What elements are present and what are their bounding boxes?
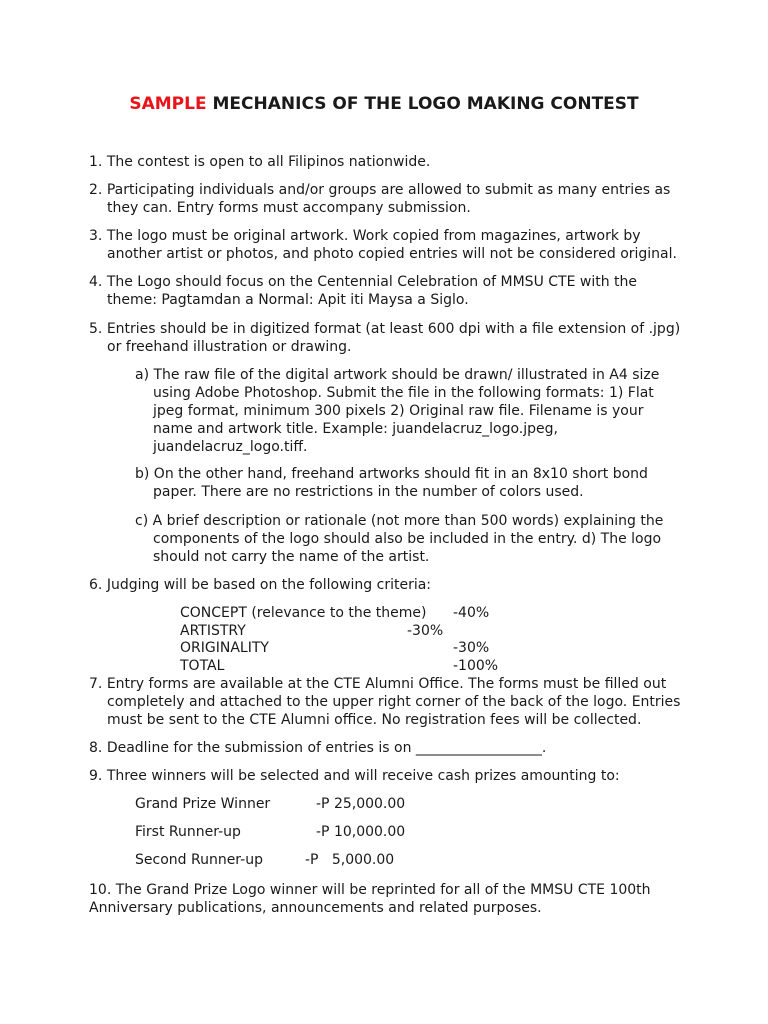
deadline-text: Deadline for the submission of entries is on __________________. [106,740,547,756]
sub-item-text: should not carry the name of the artist. [153,549,430,565]
list-item-8 [89,739,689,757]
sub-item-text: a) The raw file of the digital artwork should be drawn/ illustrated in A4 size [135,367,660,383]
item-number: 8. [89,740,107,756]
item-text: The logo must be original artwork. Work copied from magazines, artwork by [106,228,641,244]
item-text: Three winners will be selected and will receive cash prizes amounting to: [106,768,620,784]
list-item-3 [89,227,689,263]
list-item-6 [89,576,689,594]
criteria-label: TOTAL [180,658,225,674]
item-text-continued: or freehand illustration or drawing. [107,339,352,355]
list-item-2 [89,181,689,217]
item-number: 4. [89,274,107,290]
criteria-value: -100% [453,658,499,674]
item-number: 5. [89,321,107,337]
item-text-continued: Anniversary publications, announcements and related purposes. [89,900,542,916]
prize-label: Second Runner-up [135,852,263,868]
list-item-7 [89,675,709,729]
sub-item-text: paper. There are no restrictions in the number of colors used. [153,484,584,500]
prize-value: -P 10,000.00 [316,824,406,840]
item-text-continued: they can. Entry forms must accompany submission. [107,200,471,216]
item-text: The contest is open to all Filipinos nationwide. [106,154,431,170]
item-text-continued: theme: Pagtamdan a Normal: Apit iti Maysa a Siglo. [107,292,469,308]
sub-item-text: juandelacruz_logo.tiff. [153,439,308,455]
item-text: 10. The Grand Prize Logo winner will be reprinted for all of the MMSU CTE 100th [89,882,651,898]
item-number: 1. [89,154,107,170]
sub-item-text: name and artwork title. Example: juandelacruz_logo.jpeg, [153,421,558,437]
criteria-value: -40% [453,605,490,621]
list-item-9 [89,767,689,785]
sub-item-text: using Adobe Photoshop. Submit the file in the following formats: 1) Flat [153,385,654,401]
sub-item-text: jpeg format, minimum 300 pixels 2) Original raw file. Filename is your [153,403,644,419]
prize-label: First Runner-up [135,824,241,840]
title-text: MECHANICS OF THE LOGO MAKING CONTEST [206,94,639,114]
list-item-10 [89,881,689,917]
item-number: 7. [89,676,107,692]
list-item-5 [89,320,689,356]
prize-value: -P 5,000.00 [305,852,395,868]
criteria-label: CONCEPT (relevance to the theme) [180,605,427,621]
item-text: Judging will be based on the following criteria: [106,577,432,593]
page-title [0,93,768,115]
item-text: Participating individuals and/or groups are allowed to submit as many entries as [106,182,671,198]
prize-label: Grand Prize Winner [135,796,271,812]
criteria-value: -30% [407,623,444,639]
prize-value: -P 25,000.00 [316,796,406,812]
item-text-continued: another artist or photos, and photo copied entries will not be considered original. [107,246,677,262]
sub-item-text: components of the logo should also be included in the entry. d) The logo [153,531,662,547]
list-item-1 [89,153,689,171]
item-number: 6. [89,577,107,593]
sub-item-b [135,465,675,501]
criteria-label: ORIGINALITY [180,640,269,656]
item-text: Entries should be in digitized format (at least 600 dpi with a file extension of .jpg) [106,321,681,337]
sub-item-text: c) A brief description or rationale (not more than 500 words) explaining the [135,513,664,529]
item-text: The Logo should focus on the Centennial Celebration of MMSU CTE with the [106,274,638,290]
item-number: 3. [89,228,107,244]
list-item-4 [89,273,689,309]
item-number: 2. [89,182,107,198]
sub-item-a [135,366,675,456]
item-number: 9. [89,768,107,784]
sub-item-text: b) On the other hand, freehand artworks should fit in an 8x10 short bond [135,466,648,482]
item-text-continued: must be sent to the CTE Alumni office. No registration fees will be collected. [107,712,642,728]
criteria-label: ARTISTRY [180,623,246,639]
sub-item-c [135,512,675,566]
title-sample-word: SAMPLE [129,94,207,114]
item-text: Entry forms are available at the CTE Alumni Office. The forms must be filled out [106,676,667,692]
criteria-value: -30% [453,640,490,656]
item-text-continued: completely and attached to the upper right corner of the back of the logo. Entries [107,694,681,710]
